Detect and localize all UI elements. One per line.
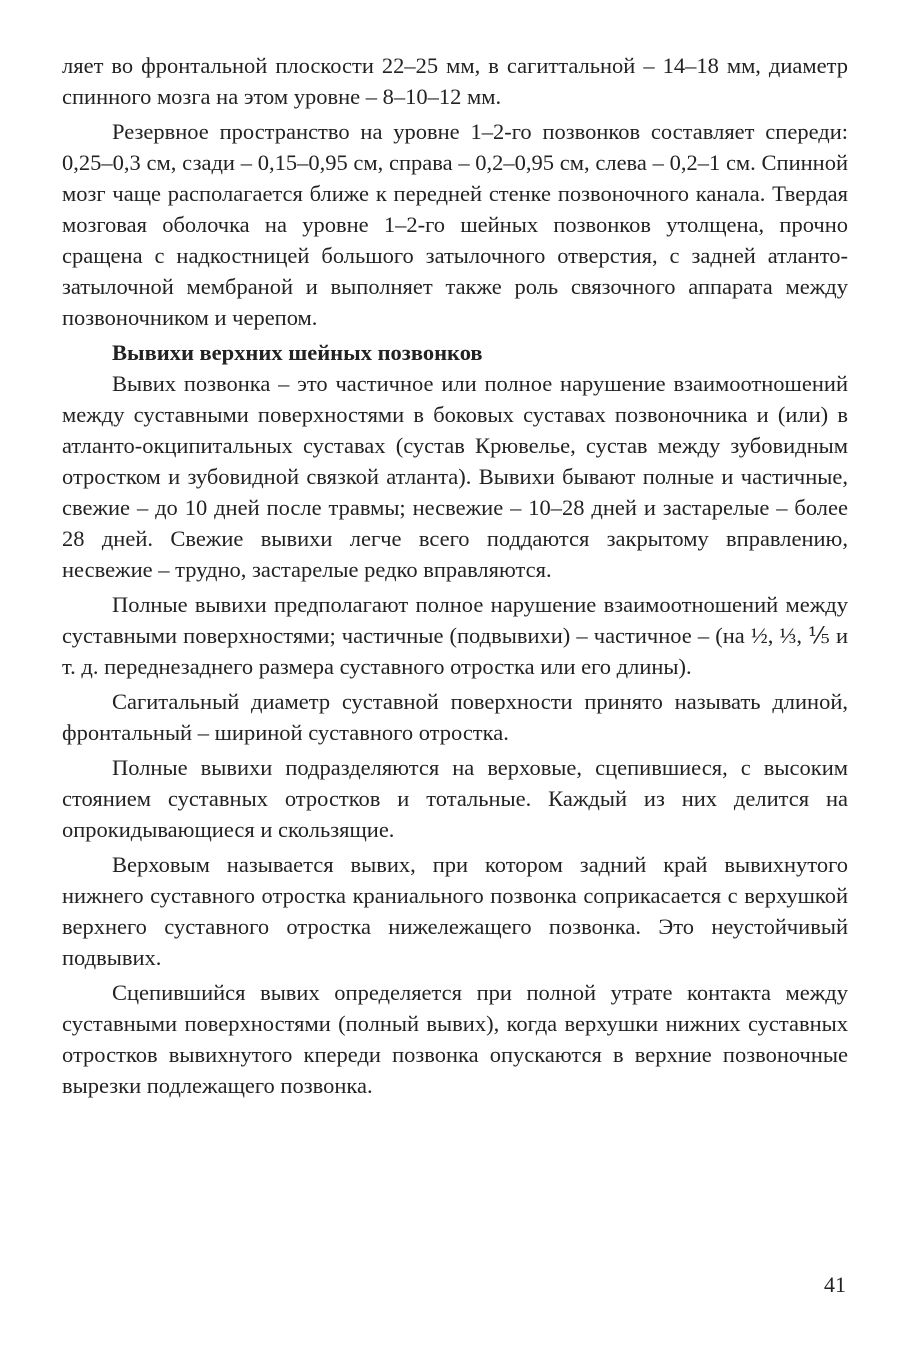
paragraph-dislocation-types: Полные вывихи подразделяются на верховые, сцепившиеся, с высоким стоянием суставных отростков и тотальные. Каждый из них делится на опрокидывающиеся и скользящие. bbox=[62, 755, 848, 842]
paragraph-riding-dislocation: Верховым называется вывих, при котором задний край вывихнутого нижнего суставного отростка краниального позвонка соприкасается с верхушкой верхнего суставного отростка нижележащего позвонка. Это неустойчивый подвывих. bbox=[62, 852, 848, 970]
paragraph-locked-dislocation: Сцепившийся вывих определяется при полной утрате контакта между суставными поверхностями (полный вывих), когда верхушки нижних суставных отростков вывихнутого кпереди позвонка опускаются в верхние позвоночные вырезки подлежащего позвонка. bbox=[62, 980, 848, 1098]
paragraph-continuation: ляет во фронтальной плоскости 22–25 мм, в сагиттальной – 14–18 мм, диаметр спинного мозга на этом уровне – 8–10–12 мм. bbox=[62, 53, 848, 109]
section-title: Вывихи верхних шейных позвонков bbox=[112, 340, 483, 365]
paragraph-full-dislocations: Полные вывихи предполагают полное нарушение взаимоотношений между суставными поверхностями; частичные (подвывихи) – частичное – (на ½, ⅓, ⅕ и т. д. переднезаднего размера суставного отростка или его длины). bbox=[62, 592, 848, 679]
page-body bbox=[62, 50, 848, 1105]
paragraph-dislocation-definition: Вывих позвонка – это частичное или полное нарушение взаимоотношений между суставными поверхностями в боковых суставах позвоночника и (или) в атланто-окципитальных суставах (сустав Крювелье, сустав между зубовидным отростком и зубовидной связкой атланта). Вывихи бывают полные и частичные, свежие – до 10 дней после травмы; несвежие – 10–28 дней и застарелые – более 28 дней. Свежие вывихи легче всего поддаются закрытому вправлению, несвежие – трудно, застарелые редко вправляются. bbox=[62, 371, 848, 582]
paragraph-sagittal-diameter: Сагитальный диаметр суставной поверхности принято называть длиной, фронтальный – шириной суставного отростка. bbox=[62, 689, 848, 745]
paragraph-reserve-space: Резервное пространство на уровне 1–2-го позвонков составляет спереди: 0,25–0,3 см, сзади – 0,15–0,95 см, справа – 0,2–0,95 см, слева – 0,2–1 см. Спинной мозг чаще располагается ближе к передней стенке позвоночного канала. Твердая мозговая оболочка на уровне 1–2-го шейных позвонков утолщена, прочно сращена с надкостницей большого затылочного отверстия, с задней атланто-затылочной мембраной и выполняет также роль связочного аппарата между позвоночником и черепом. bbox=[62, 119, 848, 330]
page-number: 41 bbox=[824, 1272, 846, 1297]
